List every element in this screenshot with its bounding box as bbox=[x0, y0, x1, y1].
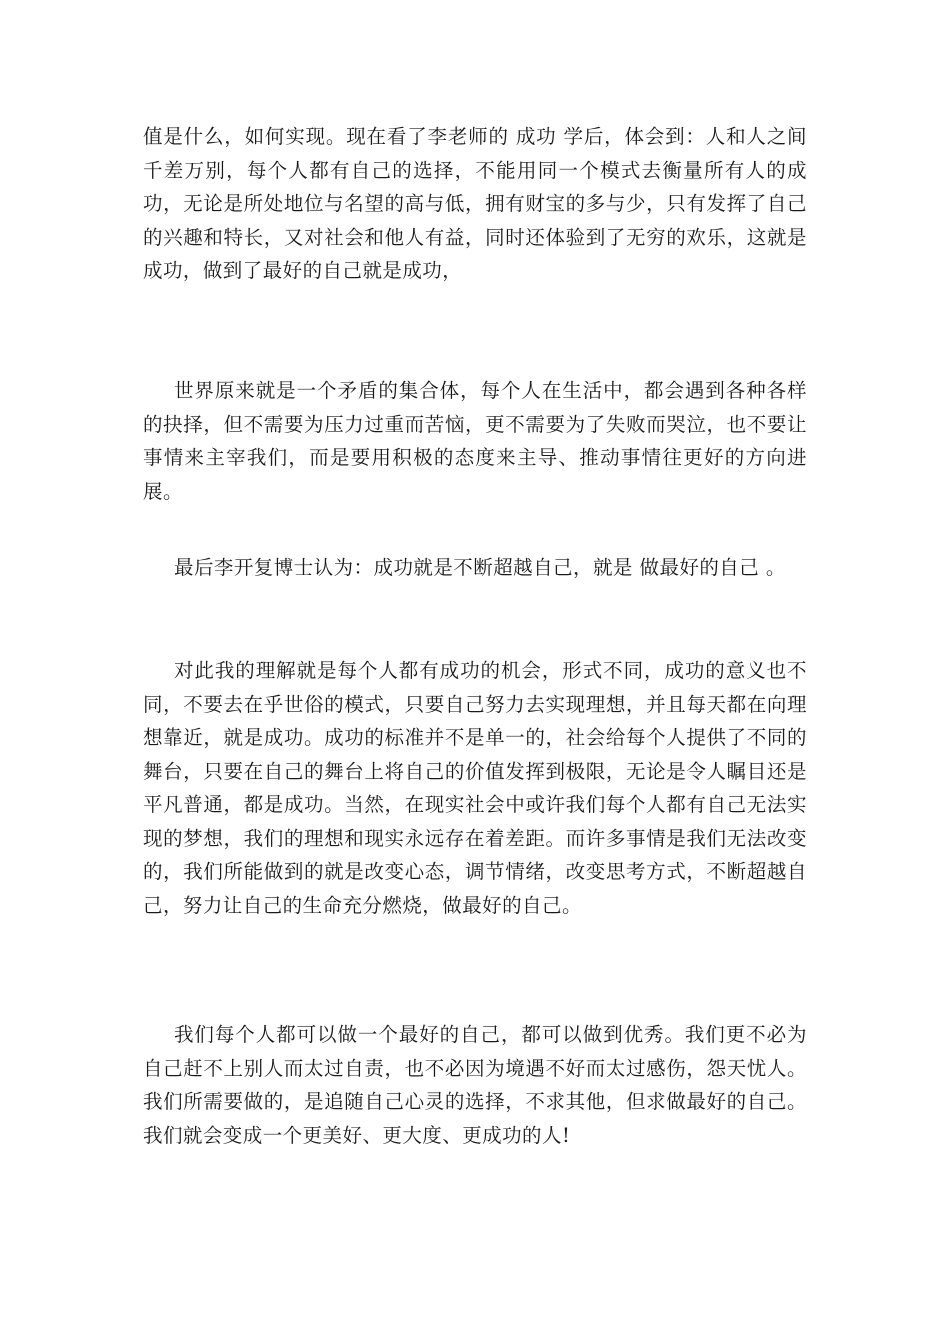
paragraph-personal-understanding: 对此我的理解就是每个人都有成功的机会，形式不同，成功的意义也不同，不要去在乎世俗的模式，只要自己努力去实现理想，并且每天都在向理想靠近，就是成功。成功的标准并不是单一的，社会给每个人提供了不同的舞台，只要在自己的舞台上将自己的价值发挥到极限，无论是令人瞩目还是平凡普通，都是成功。当然，在现实社会中或许我们每个人都有自己无法实现的梦想，我们的理想和现实永远存在着差距。而许多事情是我们无法改变的，我们所能做到的就是改变心态，调节情绪，改变思考方式，不断超越自己，努力让自己的生命充分燃烧，做最好的自己。 bbox=[143, 659, 807, 917]
paragraph-world-contradiction: 世界原来就是一个矛盾的集合体，每个人在生活中，都会遇到各种各样的抉择，但不需要为压力过重而苦恼，更不需要为了失败而哭泣，也不要让事情来主宰我们，而是要用积极的态度来主导、推动事情往更好的方向进展。 bbox=[143, 379, 807, 503]
paragraph-closing: 我们每个人都可以做一个最好的自己，都可以做到优秀。我们更不必为自己赶不上别人而太过自责，也不必因为境遇不好而太过感伤，怨天忧人。我们所需要做的，是追随自己心灵的选择，不求其他，但求做最好的自己。我们就会变成一个更美好、更大度、更成功的人! bbox=[143, 1023, 807, 1147]
paragraph-conclusion-quote: 最后李开复博士认为：成功就是不断超越自己，就是 做最好的自己 。 bbox=[174, 556, 786, 579]
paragraph-continuation: 值是什么，如何实现。现在看了李老师的 成功 学后，体会到：人和人之间千差万别，每个人都有自己的选择，不能用同一个模式去衡量所有人的成功，无论是所处地位与名望的高与低，拥有财宝的多与少，只有发挥了自己的兴趣和特长，又对社会和他人有益，同时还体验到了无穷的欢乐，这就是成功，做到了最好的自己就是成功， bbox=[143, 125, 807, 282]
